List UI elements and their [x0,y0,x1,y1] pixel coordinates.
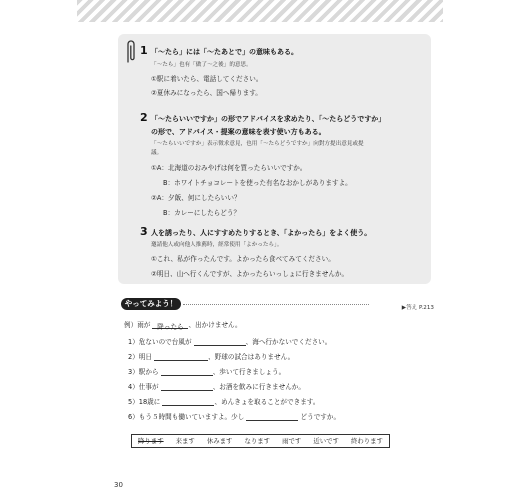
header-stripe-band [77,0,443,22]
item-5-number: 5） [128,398,139,406]
note-2-example-1b: B：ホワイトチョコレートを使った有名なおかしがありますよ。 [163,179,352,187]
note-1-heading: 「〜たら」には「〜たあとで」の意味もある。 [151,48,298,56]
word-bank-item-4: なります [244,437,271,445]
exercise-title-badge: やってみよう！ [121,298,181,310]
example-answer [152,321,188,329]
exercise-item-6 [128,411,340,421]
note-2-subnote-line-2: 議。 [151,150,163,156]
note-2-example-1a: ①A：北海道のおみやげは何を買ったらいいですか。 [151,164,307,172]
item-1-number: 1） [128,338,139,346]
item-6-before: もう５時間も働いていますよ。少し [138,413,245,421]
item-1-blank[interactable] [194,338,246,346]
exercise-item-3 [128,366,285,376]
exercise-item-4 [128,381,305,391]
note-1-number: 1 [140,44,148,57]
example-after: 、出かけません。 [188,321,242,329]
item-6-after: どうですか。 [300,413,341,421]
note-2-example-2b: B：カレーにしたらどう？ [163,209,241,217]
exercise-item-1 [128,336,331,346]
word-bank-item-3: 休みます [206,437,233,445]
note-3-number: 3 [140,225,148,238]
note-1-example-2: ②夏休みになったら、国へ帰ります。 [151,89,262,97]
word-bank-item-2: 来ます [175,437,195,445]
item-2-number: 2） [128,353,139,361]
word-bank-item-5: 雨です [282,437,302,445]
note-2-heading-line-2: の形で、アドバイス・提案の意味を表す使い方もある。 [151,128,326,136]
word-bank-item-6: 近いです [313,437,339,445]
item-4-before: 仕事が [138,383,159,391]
note-2-example-2a: ②A：夕飯、何にしたらいい？ [151,194,241,202]
word-bank-item-7: 終わります [351,437,383,445]
note-3-subnote: 邀請他人或向他人推薦時，經常使用「よかったら」。 [151,242,283,248]
note-2-number: 2 [140,111,148,124]
note-3-example-1: ①これ、私が作ったんです。よかったら食べてみてください。 [151,255,335,263]
item-4-number: 4） [128,383,139,391]
paperclip-icon [125,38,137,64]
item-3-blank[interactable] [161,368,213,376]
item-1-before: 危ないので台風が [138,338,192,346]
item-4-after: 、お酒を飲みに行きませんか。 [212,383,305,391]
word-bank [131,434,390,448]
exercise-example [124,319,242,329]
example-label: 例） [124,321,138,329]
item-5-blank[interactable] [162,398,214,406]
item-2-blank[interactable] [154,353,208,361]
item-6-number: 6） [128,413,139,421]
page-number: 30 [114,481,123,489]
note-3-heading: 人を誘ったり、人にすすめたりするとき、「よかったら」をよく使う。 [151,229,372,237]
item-2-after: 、野球の試合はありません。 [208,353,295,361]
note-1-example-1: ①駅に着いたら、電話してください。 [151,75,263,83]
item-1-after: 、海へ行かないでください。 [245,338,332,346]
item-4-blank[interactable] [161,383,213,391]
note-2-heading-line-1: 「〜たらいいですか」の形でアドバイスを求めたり、「〜たらどうですか」 [151,115,386,123]
item-6-blank[interactable] [246,413,298,421]
exercise-item-2 [128,351,294,361]
answer-reference: ▶答え P.213 [401,305,434,311]
note-3-example-2: ②明日、山へ行くんですが、よかったらいっしょに行きませんか。 [151,270,349,278]
item-3-before: 駅から [138,368,159,376]
exercise-divider [183,304,369,305]
word-bank-item-1: 降ります [138,437,164,445]
item-3-after: 、歩いて行きましょう。 [212,368,286,376]
item-5-after: 、めんきょを取ることができます。 [214,398,320,406]
item-5-before: 18歳に [138,398,161,406]
note-1-subnote: 「〜たら」也有「做了〜之後」的意思。 [151,62,252,68]
item-3-number: 3） [128,368,139,376]
item-2-before: 明日 [138,353,152,361]
example-before: 雨が [137,321,151,329]
note-2-subnote-line-1: 「〜たらいいですか」表示徵求意見，也用「〜たらどうですか」向對方提出意見或提 [151,141,364,147]
example-answer-text: 降ったら [157,323,184,331]
exercise-item-5 [128,396,319,406]
